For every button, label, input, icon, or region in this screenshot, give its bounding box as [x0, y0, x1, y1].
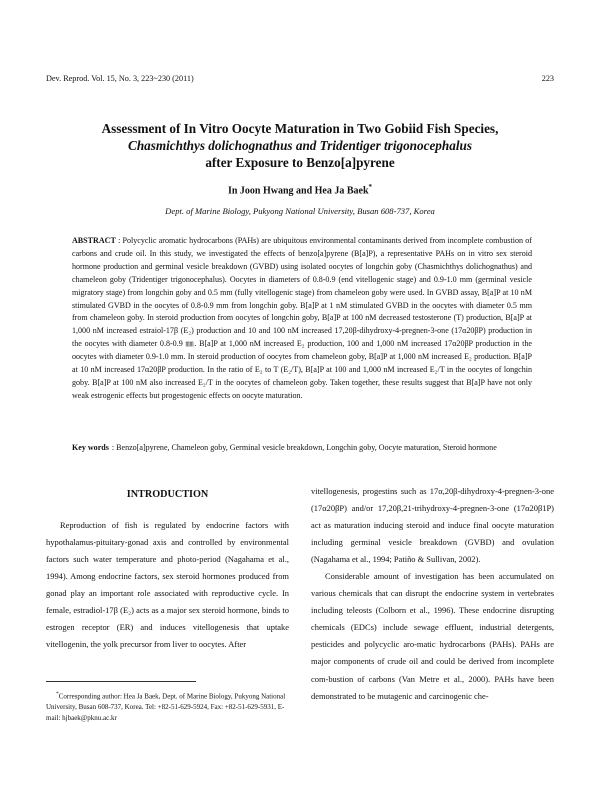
footnote: [46, 689, 291, 724]
running-header: [46, 74, 554, 83]
abstract-label: ABSTRACT: [72, 236, 116, 245]
keywords-label: Key words: [72, 443, 109, 452]
abstract-text: : Polycyclic aromatic hydrocarbons (PAHs) are ubiquitous environmental contaminants derived from incomplete combustion of carbons and crude oil. In this study, we investigated the effects of benzo[a]pyrene (B[a]P), a representative PAHs on in vitro sex steroid hormone production and germinal vesicle breakdown (GVBD) using isolated oocytes of longchin goby (Chasmichthys dolichognathus) and chameleon goby (Tridentiger trigonocephalus). Oocytes in diameters of 0.8-0.9 (end vitellogenic stage) and 0.9-1.0 mm (germinal vesicle migratory stage) from longchin goby and 0.5 mm (fully vitellogenic stage) from chameleon goby were used. In GVBD assay, B[a]P at 10 nM stimulated GVBD in the oocytes of 0.8-0.9 mm from longchin goby. B[a]P at 1 nM stimulated GVBD in the oocytes with diameter 0.5 mm from chameleon goby. In steroid production from oocytes of longchin goby, B[a]P at 100 nM decreased testosterone (T) production, B[a]P at 1,000 nM increased estraiol-17β (E₂) production and 10 and 100 nM increased 17,20β-dihydroxy-4-pregnen-3-one (17α20βP) production in the oocytes with diameter 0.8-0.9 ㎜. B[a]P at 1,000 nM increased E₂ production, 100 and 1,000 nM increased 17α20βP production in the oocytes with diameter 0.9-1.0 mm. In steroid production of oocytes from chameleon goby, B[a]P at 1,000 nM increased E₂ production. B[a]P at 10 nM increased 17α20βP production. In the ratio of E₂ to T (E₂/T), B[a]P at 100 and 1,000 nM increased E₂/T in the oocytes of longchin goby. B[a]P at 100 nM also increased E₂/T in the oocytes of chameleon goby. Taken together, these results suggest that B[a]P have not only weak estrogenic effects but progestogenic effects on oocyte maturation.: [72, 236, 532, 400]
section-heading-introduction: INTRODUCTION: [126, 489, 209, 500]
author-list: [0, 183, 600, 196]
intro-paragraph-1: Reproduction of fish is regulated by endocrine factors with hypothalamus-pituitary-gonad axis and controlled by environmental factors such water temperature and photo-period (Nagahama et al., 1994). Among endocrine factors, sex steroid hormones produced from gonad play an important role associated with reproductive cycle. In female, estradiol-17β (E₂) acts as a major sex steroid hormone, binds to estrogen receptor (ER) and induces vitellogenesis that uptake vitellogenin, the yolk precursor from liver to oocytes. After: [46, 520, 289, 650]
keywords-text: : Benzo[a]pyrene, Chameleon goby, Germinal vesicle breakdown, Longchin goby, Oocyte maturation, Steroid hormone: [111, 443, 497, 452]
footnote-mark: *: [56, 691, 59, 697]
corresponding-mark: *: [368, 183, 373, 191]
title-line-2: Chasmichthys dolichognathus and Tridentiger trigonocephalus: [128, 138, 472, 153]
intro-paragraph-1-cont: vitellogenesis, progestins such as 17α,20β-dihydroxy-4-pregnen-3-one (17α20βP) and/or 17,20β,21-trihydroxy-4-pregnen-3-one (17α20β1P) act as maturation inducing steroid and induce final oocyte maturation including germinal vesicle breakdown (GVBD) and ovulation (Nagahama et al., 1994; Patiño & Sullivan, 2002).: [311, 486, 554, 565]
title-line-1: Assessment of In Vitro Oocyte Maturation in Two Gobiid Fish Species,: [101, 121, 499, 136]
keywords: [72, 442, 532, 455]
footnote-text: Corresponding author: Hea Ja Baek, Dept. of Marine Biology, Pukyong National University, Busan 608-737, Korea. Tel: +82-51-629-5924, Fax: +82-51-629-5931, E-mail: hjbaek@pknu.ac.kr: [46, 692, 286, 723]
journal-citation: Dev. Reprod. Vol. 15, No. 3, 223~230 (2011): [46, 74, 194, 83]
right-column: [311, 483, 554, 705]
author-names: In Joon Hwang and Hea Ja Baek: [227, 185, 369, 197]
affiliation: Dept. of Marine Biology, Pukyong National University, Busan 608-737, Korea: [165, 206, 435, 216]
page-number: 223: [541, 74, 554, 83]
title-line-3: after Exposure to Benzo[a]pyrene: [205, 155, 395, 170]
abstract: [72, 235, 532, 403]
intro-paragraph-2: Considerable amount of investigation has been accumulated on various chemicals that can disrupt the endocrine system in vertebrates including teleosts (Colborn et al., 1996). These endocrine disrupting chemicals (EDCs) include sewage effluent, industrial detergents, pesticides and polycyclic aro-matic hydrocarbons (PAHs). PAHs are major components of crude oil and could be derived from incomplete com-bustion of carbons (Van Metre et al., 2000). PAHs have been demonstrated to be mutagenic and carcinogenic che-: [311, 571, 554, 701]
left-column: [46, 517, 289, 653]
paper-title: [40, 120, 560, 171]
footnote-divider: [46, 681, 196, 682]
